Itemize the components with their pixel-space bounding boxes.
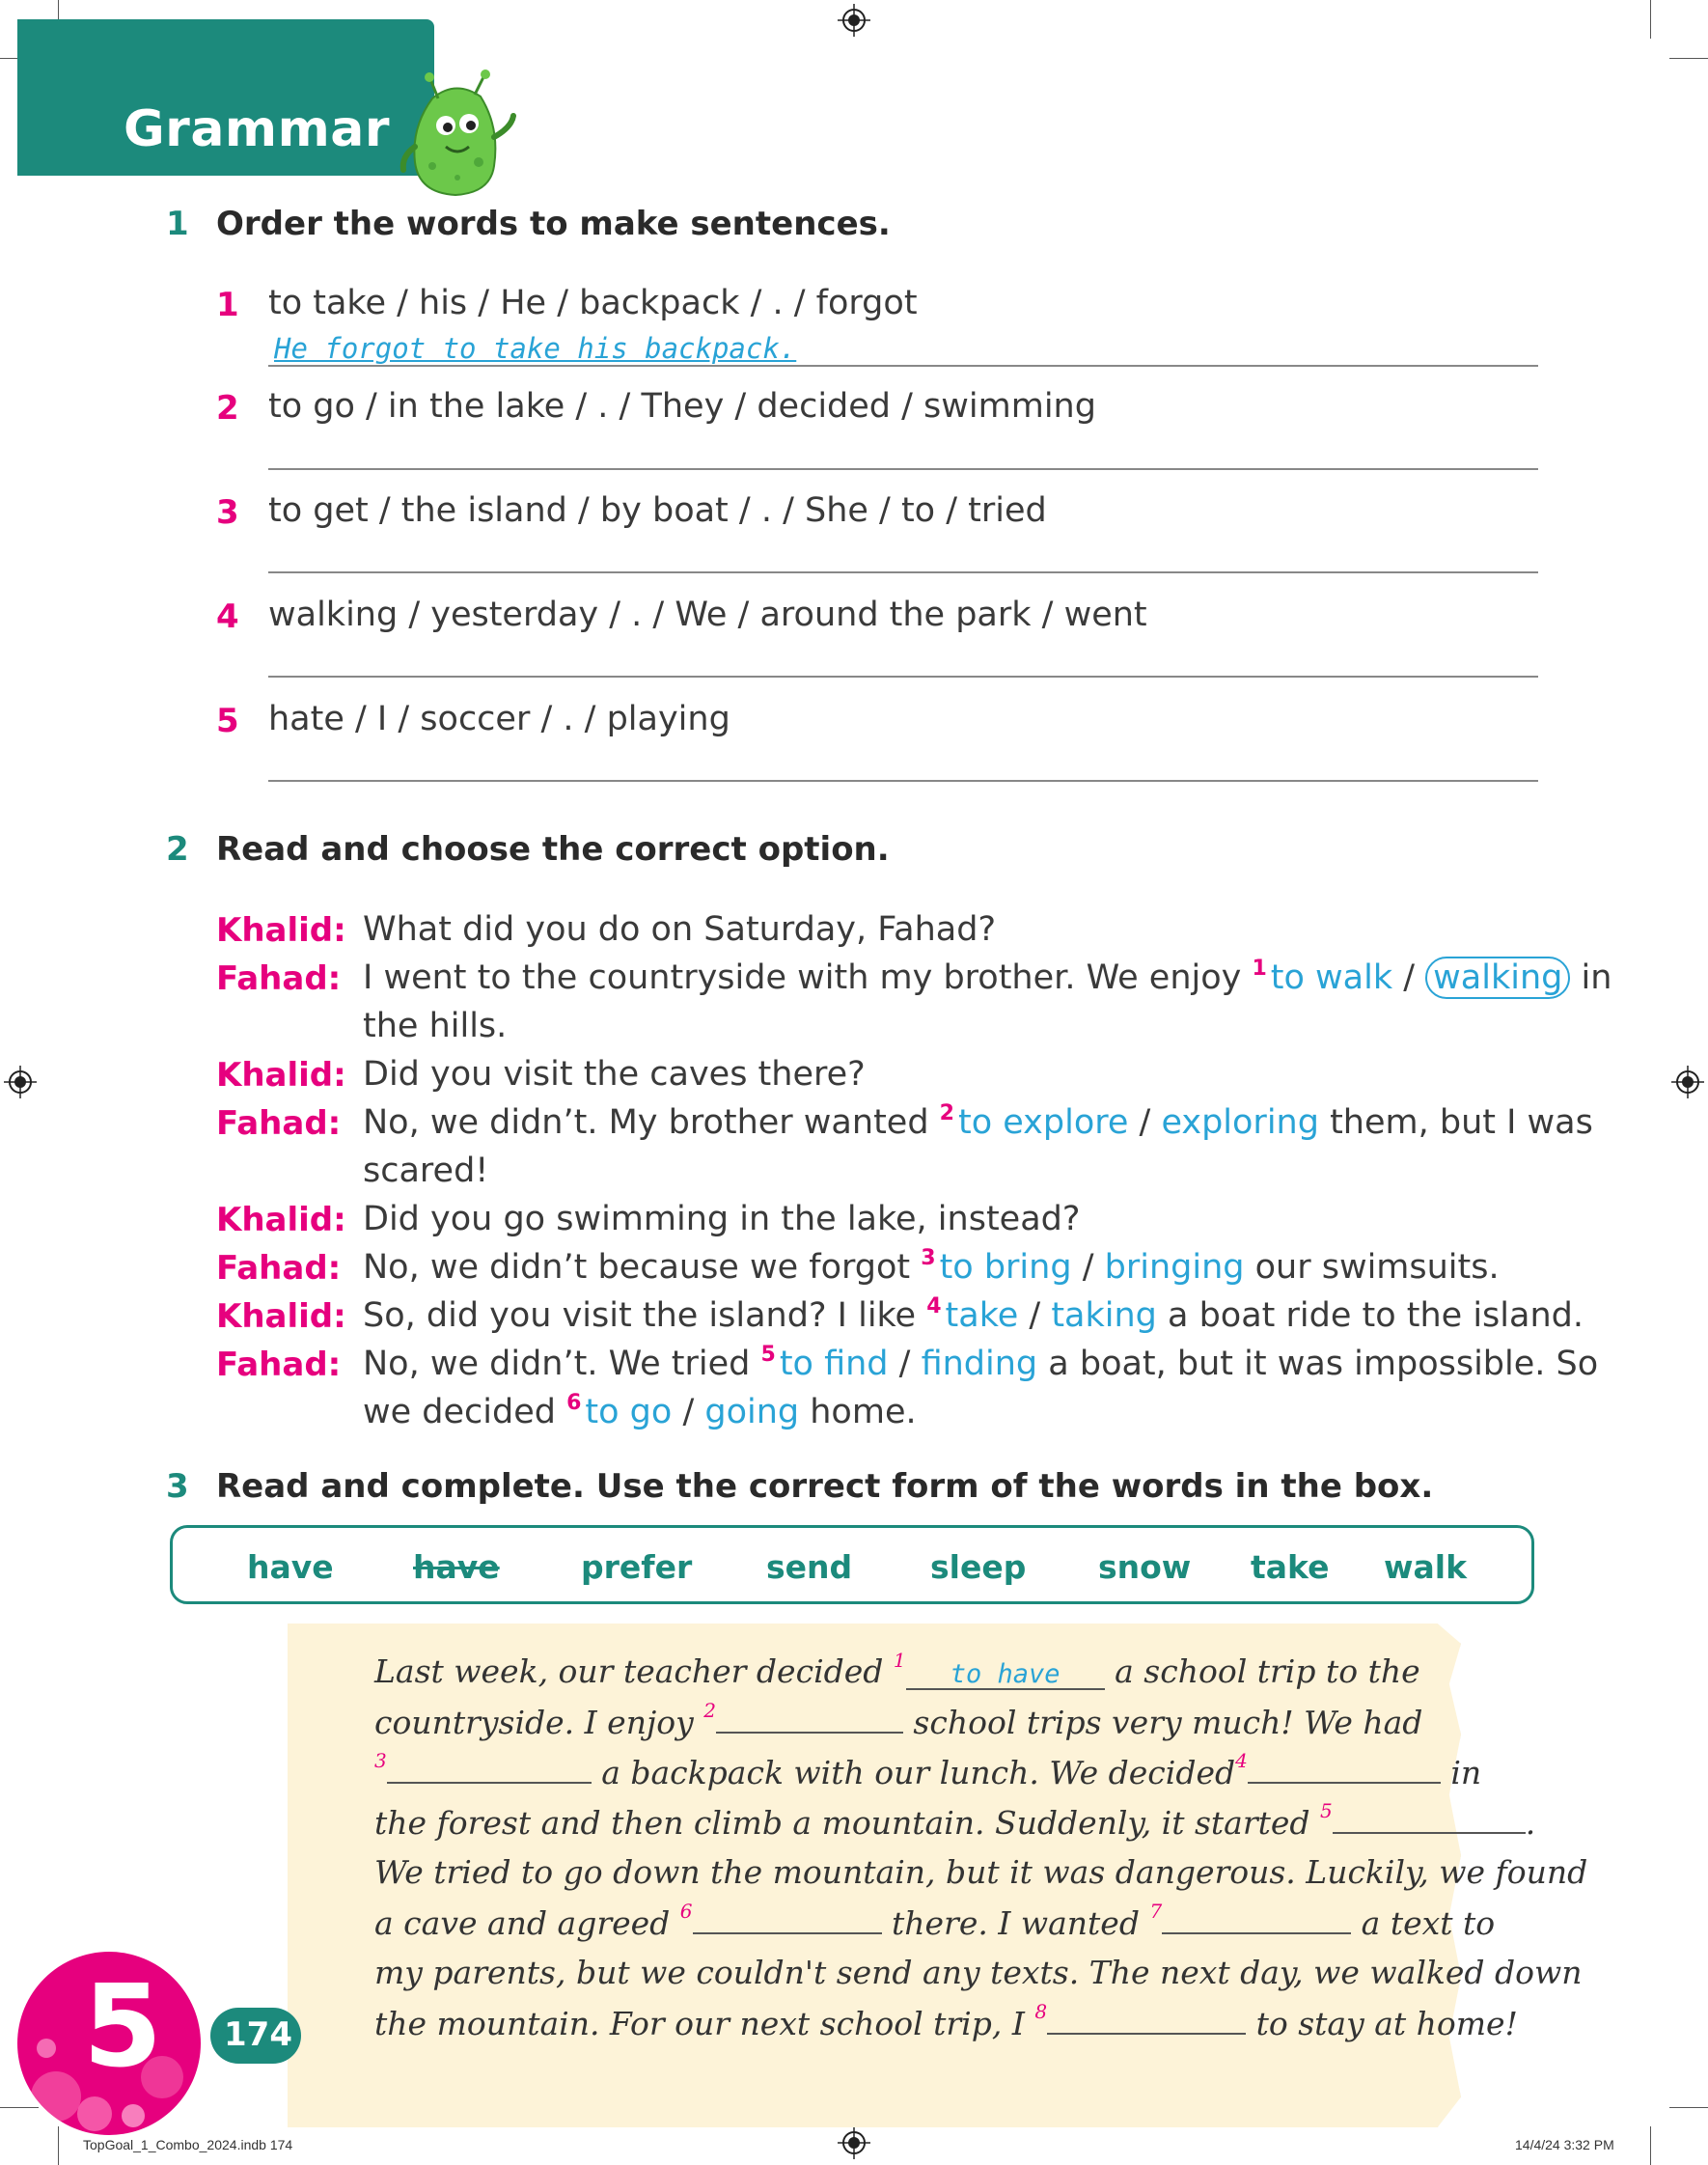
crop-mark xyxy=(1650,2126,1651,2165)
exercise-instruction: Read and complete. Use the correct form of the words in the box. xyxy=(216,1467,1434,1506)
exercise-instruction: Read and choose the correct option. xyxy=(216,830,890,869)
dialogue-text: So, did you visit the island? I like xyxy=(363,1296,927,1335)
gap-number: 8 xyxy=(1034,2000,1048,2023)
story-line xyxy=(374,1699,1423,1741)
answer-line[interactable] xyxy=(268,780,1538,782)
option-b[interactable]: taking xyxy=(1051,1296,1157,1335)
dialogue-line: Did you visit the caves there? xyxy=(363,1055,866,1094)
gap-number: 4 xyxy=(926,1294,942,1318)
option-a[interactable]: to find xyxy=(779,1345,889,1383)
page-title: Grammar xyxy=(124,100,391,158)
answer-line xyxy=(268,365,1538,367)
page-number: 174 xyxy=(224,2015,292,2054)
gap-blank[interactable] xyxy=(1162,1903,1351,1934)
gap-number: 7 xyxy=(1149,1900,1163,1923)
gap-blank[interactable] xyxy=(693,1903,882,1934)
option-b[interactable]: bringing xyxy=(1104,1248,1245,1287)
dialogue-text: No, we didn’t. We tried xyxy=(363,1345,761,1383)
word-box-item: send xyxy=(766,1548,853,1586)
dialogue-continuation: scared! xyxy=(363,1152,489,1190)
dialogue-text: I went to the countryside with my brother. We enjoy xyxy=(363,958,1253,997)
gap-number: 5 xyxy=(760,1343,776,1367)
gap-blank[interactable] xyxy=(1248,1753,1441,1784)
gap-blank[interactable] xyxy=(716,1703,903,1734)
exercise-number: 3 xyxy=(166,1467,189,1506)
answer-field[interactable]: He forgot to take his backpack. xyxy=(274,332,797,365)
dialogue-line xyxy=(363,1296,1584,1335)
story-line: We tried to go down the mountain, but it was dangerous. Luckily, we found xyxy=(374,1853,1588,1891)
gap-number: 2 xyxy=(939,1101,954,1125)
monster-mascot-icon xyxy=(394,69,517,205)
word-box-item: take xyxy=(1251,1548,1330,1586)
option-a[interactable]: to explore xyxy=(957,1103,1129,1142)
option-b[interactable]: going xyxy=(704,1393,800,1431)
answer-line[interactable] xyxy=(268,468,1538,470)
gap-answer[interactable]: to have xyxy=(906,1659,1105,1690)
registration-mark-icon xyxy=(4,1066,37,1098)
exercise-instruction: Order the words to make sentences. xyxy=(216,205,891,243)
gap-number: 3 xyxy=(921,1246,936,1270)
option-b[interactable]: exploring xyxy=(1161,1103,1319,1142)
story-line: my parents, but we couldn't send any texts. The next day, we walked down xyxy=(374,1954,1583,1991)
gap-number: 1 xyxy=(1252,957,1267,981)
dialogue-text: a boat ride to the island. xyxy=(1156,1296,1584,1335)
crop-mark xyxy=(1669,2107,1708,2108)
story-text: to stay at home! xyxy=(1246,2005,1518,2042)
story-text: the mountain. For our next school trip, I xyxy=(374,2005,1035,2042)
dialogue-text: a boat, but it was impossible. So xyxy=(1037,1345,1599,1383)
dialogue-text: No, we didn’t because we forgot xyxy=(363,1248,922,1287)
option-separator: / xyxy=(672,1393,705,1431)
gap-number: 6 xyxy=(679,1900,693,1923)
item-number: 2 xyxy=(216,389,239,428)
story-text: countryside. I enjoy xyxy=(374,1704,704,1741)
dialogue-continuation xyxy=(363,1393,917,1431)
footer-date: 14/4/24 3:32 PM xyxy=(1515,2137,1614,2152)
gap-number: 6 xyxy=(566,1391,582,1415)
gap-number: 2 xyxy=(703,1699,716,1722)
story-text: the forest and then climb a mountain. Suddenly, it started xyxy=(374,1804,1321,1842)
option-separator: / xyxy=(888,1345,922,1383)
story-text: a text to xyxy=(1351,1904,1496,1942)
dialogue-line xyxy=(363,958,1612,997)
dialogue-line: Did you go swimming in the lake, instead? xyxy=(363,1200,1081,1238)
item-prompt: hate / I / soccer / . / playing xyxy=(268,700,730,738)
crop-mark xyxy=(58,2126,59,2165)
dialogue-line xyxy=(363,1345,1598,1383)
story-line xyxy=(374,1749,1482,1791)
item-prompt: to get / the island / by boat / . / She / to / tried xyxy=(268,491,1047,530)
word-box-item: walk xyxy=(1384,1548,1468,1586)
option-a[interactable]: to walk xyxy=(1270,958,1393,997)
item-number: 1 xyxy=(216,286,239,324)
unit-number: 5 xyxy=(83,1959,163,2093)
gap-blank[interactable] xyxy=(1333,1803,1526,1834)
dialogue-text: in xyxy=(1570,958,1612,997)
registration-mark-icon xyxy=(838,2126,870,2159)
dialogue-line xyxy=(363,1103,1593,1142)
item-number: 5 xyxy=(216,702,239,740)
story-text: there. I wanted xyxy=(881,1904,1150,1942)
gap-number: 3 xyxy=(374,1749,387,1772)
gap-blank[interactable] xyxy=(387,1753,592,1784)
story-text: Last week, our teacher decided xyxy=(374,1652,894,1690)
story-text: . xyxy=(1525,1804,1536,1842)
crop-mark xyxy=(0,2107,39,2108)
footer-filename: TopGoal_1_Combo_2024.indb 174 xyxy=(83,2137,293,2152)
gap-number: 1 xyxy=(893,1649,906,1672)
exercise-number: 2 xyxy=(166,830,189,869)
story-text: a school trip to the xyxy=(1104,1652,1420,1690)
gap-number: 5 xyxy=(1320,1799,1333,1822)
story-text: a cave and agreed xyxy=(374,1904,680,1942)
speaker-label: Khalid: xyxy=(216,1201,346,1239)
item-prompt: to take / his / He / backpack / . / forgot xyxy=(268,284,918,322)
item-number: 3 xyxy=(216,493,239,532)
registration-mark-icon xyxy=(838,4,870,37)
gap-number: 4 xyxy=(1235,1749,1248,1772)
crop-mark xyxy=(1650,0,1651,39)
speaker-label: Fahad: xyxy=(216,1249,342,1288)
answer-line[interactable] xyxy=(268,571,1538,573)
speaker-label: Fahad: xyxy=(216,1346,342,1384)
word-box-item-used: have xyxy=(413,1548,500,1586)
gap-blank[interactable] xyxy=(1047,2004,1246,2035)
dialogue-text: home. xyxy=(799,1393,917,1431)
registration-mark-icon xyxy=(1671,1066,1704,1098)
option-b[interactable]: finding xyxy=(921,1345,1038,1383)
dialogue-text: No, we didn’t. My brother wanted xyxy=(363,1103,940,1142)
option-a[interactable]: to bring xyxy=(939,1248,1072,1287)
dialogue-text: our swimsuits. xyxy=(1244,1248,1500,1287)
option-b-selected[interactable]: walking xyxy=(1425,957,1570,999)
story-text: a backpack with our lunch. We decided xyxy=(591,1754,1236,1791)
dialogue-continuation: the hills. xyxy=(363,1007,508,1045)
crop-mark xyxy=(1669,58,1708,59)
word-box-item: sleep xyxy=(930,1548,1027,1586)
exercise-number: 1 xyxy=(166,205,189,243)
speaker-label: Khalid: xyxy=(216,1297,346,1336)
option-a[interactable]: to go xyxy=(585,1393,673,1431)
item-prompt: walking / yesterday / . / We / around the park / went xyxy=(268,596,1147,634)
speaker-label: Khalid: xyxy=(216,1056,346,1095)
story-text: school trips very much! We had xyxy=(902,1704,1423,1741)
dialogue-line: What did you do on Saturday, Fahad? xyxy=(363,910,997,949)
dialogue-text: we decided xyxy=(363,1393,567,1431)
speaker-label: Khalid: xyxy=(216,911,346,950)
option-separator: / xyxy=(1392,958,1426,997)
option-a[interactable]: take xyxy=(945,1296,1019,1335)
word-box-item: have xyxy=(247,1548,334,1586)
dialogue-line xyxy=(363,1248,1500,1287)
story-line xyxy=(374,1900,1496,1942)
item-number: 4 xyxy=(216,597,239,636)
answer-line[interactable] xyxy=(268,676,1538,678)
option-separator: / xyxy=(1128,1103,1162,1142)
story-line xyxy=(374,1799,1536,1842)
option-separator: / xyxy=(1071,1248,1105,1287)
option-separator: / xyxy=(1018,1296,1052,1335)
speaker-label: Fahad: xyxy=(216,959,342,998)
dialogue-text: them, but I was xyxy=(1318,1103,1593,1142)
item-prompt: to go / in the lake / . / They / decided / swimming xyxy=(268,387,1096,426)
story-line xyxy=(374,1649,1420,1690)
word-box-item: prefer xyxy=(581,1548,693,1586)
speaker-label: Fahad: xyxy=(216,1104,342,1143)
word-box-item: snow xyxy=(1098,1548,1192,1586)
story-text: in xyxy=(1440,1754,1482,1791)
story-line xyxy=(374,2000,1518,2042)
